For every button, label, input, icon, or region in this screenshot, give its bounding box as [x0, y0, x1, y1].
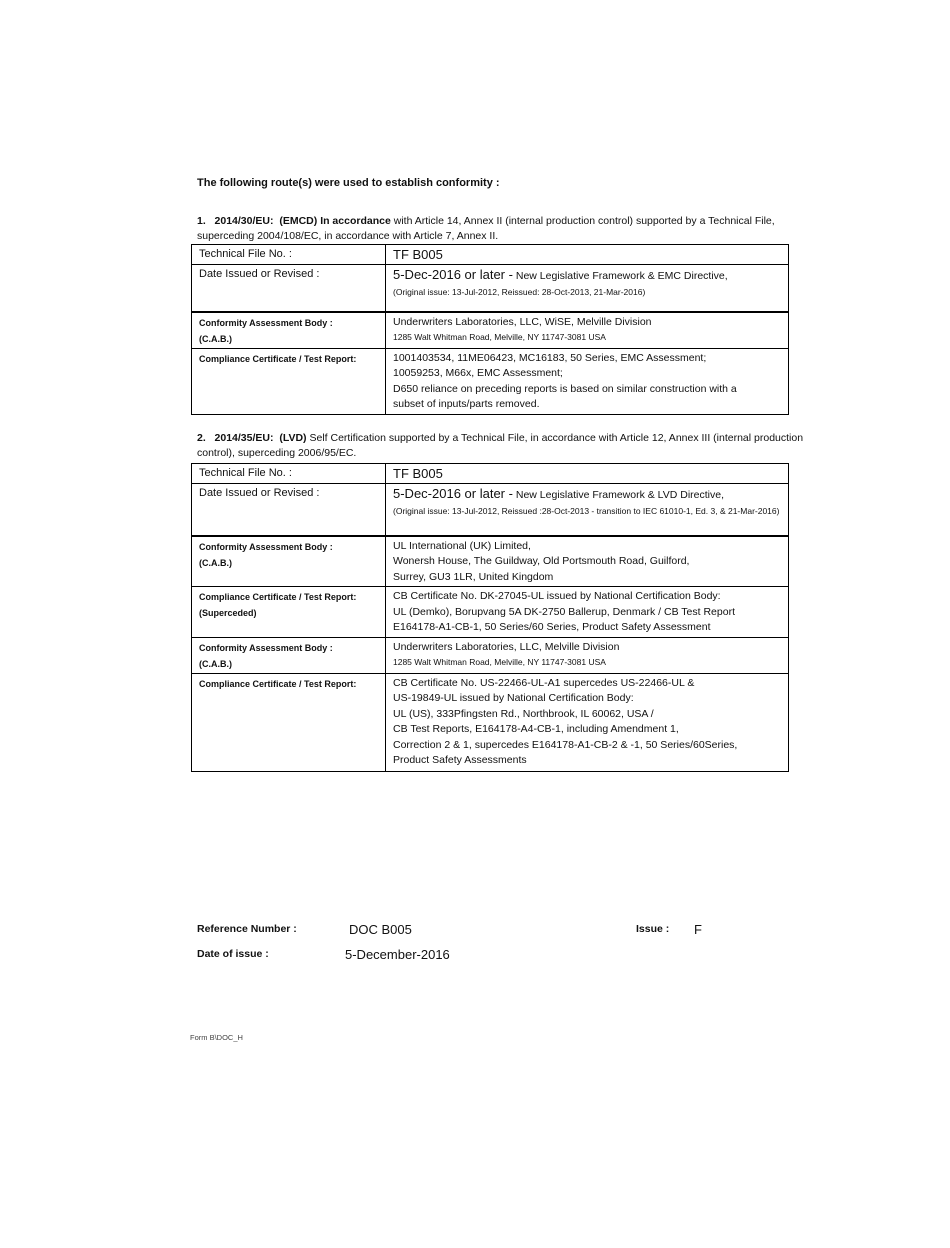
tf-value: TF B005 [386, 464, 789, 484]
section1-table [191, 244, 789, 415]
cab-line: Wonersh House, The Guildway, Old Portsmouth Road, Guilford, [393, 555, 690, 567]
section2-abbr: (LVD) [279, 432, 307, 444]
cab-name: Underwriters Laboratories, LLC, WiSE, Melville Division [393, 315, 652, 328]
cab-label: Conformity Assessment Body : [199, 642, 333, 653]
date-of-issue-label: Date of issue : [197, 948, 269, 960]
cab-name: Underwriters Laboratories, LLC, Melville Division [393, 640, 620, 653]
date-desc: New Legislative Framework & LVD Directive, [515, 489, 724, 501]
cert-line: CB Certificate No. DK-27045-UL issued by National Certification Body: [393, 590, 721, 602]
cab-addr: 1285 Walt Whitman Road, Melville, NY 11747-3081 USA [393, 332, 606, 342]
section2-heading [197, 431, 807, 461]
reference-value: DOC B005 [349, 922, 412, 937]
section2-table [191, 463, 789, 772]
cab-sub: (C.A.B.) [199, 557, 232, 568]
cab-addr: 1285 Walt Whitman Road, Melville, NY 11747-3081 USA [393, 657, 606, 667]
reference-label: Reference Number : [197, 923, 297, 935]
cab-sub: (C.A.B.) [199, 658, 232, 669]
date-big: 5-Dec-2016 or later - [393, 486, 513, 501]
cert-line: D650 reliance on preceding reports is based on similar construction with a [393, 382, 737, 395]
form-code: Form B\DOC_H [190, 1033, 243, 1042]
cert-line: CB Test Reports, E164178-A4-CB-1, including Amendment 1, [393, 723, 679, 735]
cert-line: 10059253, M66x, EMC Assessment; [393, 367, 563, 379]
cert-line: subset of inputs/parts removed. [393, 398, 540, 410]
cert-line: Product Safety Assessments [393, 754, 527, 766]
cert-sub: (Superceded) [199, 608, 257, 618]
date-label: Date Issued or Revised : [192, 265, 386, 312]
tf-value: TF B005 [386, 245, 789, 265]
cert-label: Compliance Certificate / Test Report: [199, 592, 357, 602]
cert-line: US-19849-UL issued by National Certification Body: [393, 692, 634, 704]
issue-label: Issue : [636, 923, 670, 935]
date-big: 5-Dec-2016 or later - [393, 267, 513, 282]
tf-label: Technical File No. : [192, 245, 386, 265]
section1-number: 1. [197, 215, 206, 227]
section1-heading [197, 214, 807, 244]
cab-label: Conformity Assessment Body : [199, 317, 333, 328]
cert-line: 1001403534, 11ME06423, MC16183, 50 Series, EMC Assessment; [393, 351, 707, 364]
issue-value: F [694, 922, 702, 937]
cert-line: CB Certificate No. US-22466-UL-A1 supercedes US-22466-UL & [393, 676, 695, 689]
section1-directive: 2014/30/EU: [214, 215, 274, 227]
cert-line: UL (US), 333Pfingsten Rd., Northbrook, IL 60062, USA / [393, 707, 654, 720]
cab-label: Conformity Assessment Body : [199, 541, 333, 552]
cab-sub: (C.A.B.) [199, 333, 232, 344]
section2-text: Self Certification supported by a Technical File, in accordance with Article 12, Annex III (internal production control), superceding 2006/95/EC. [197, 432, 804, 459]
date-label: Date Issued or Revised : [192, 484, 386, 536]
cab-line: Surrey, GU3 1LR, United Kingdom [393, 570, 554, 583]
cert-line: UL (Demko), Borupvang 5A DK-2750 Ballerup, Denmark / CB Test Report [393, 605, 735, 618]
cert-label: Compliance Certificate / Test Report: [199, 678, 357, 689]
section1-bold-lead: In accordance [320, 215, 391, 227]
tf-label: Technical File No. : [192, 464, 386, 484]
cert-line: Correction 2 & 1, supercedes E164178-A1-CB-2 & -1, 50 Series/60Series, [393, 738, 738, 751]
date-orig: (Original issue: 13-Jul-2012, Reissued :28-Oct-2013 - transition to IEC 61010-1, Ed. 3, & 21-Mar-2016) [393, 505, 780, 516]
section1-abbr: (EMCD) [279, 215, 318, 227]
cert-line: E164178-A1-CB-1, 50 Series/60 Series, Product Safety Assessment [393, 621, 711, 633]
date-desc: New Legislative Framework & EMC Directive, [515, 270, 728, 282]
section2-directive: 2014/35/EU: [214, 432, 274, 444]
intro-text: The following route(s) were used to establish conformity : [197, 177, 500, 189]
date-of-issue-value: 5-December-2016 [345, 947, 450, 962]
cab-line: UL International (UK) Limited, [393, 539, 531, 552]
section1-text: with Article 14, Annex II (internal production control) supported by a Technical File, superceding 2004/108/EC, in accordance with Article 7, Annex II. [197, 215, 775, 242]
date-orig: (Original issue: 13-Jul-2012, Reissued: 28-Oct-2013, 21-Mar-2016) [393, 286, 646, 297]
cert-label: Compliance Certificate / Test Report: [199, 353, 357, 364]
section2-number: 2. [197, 432, 206, 444]
